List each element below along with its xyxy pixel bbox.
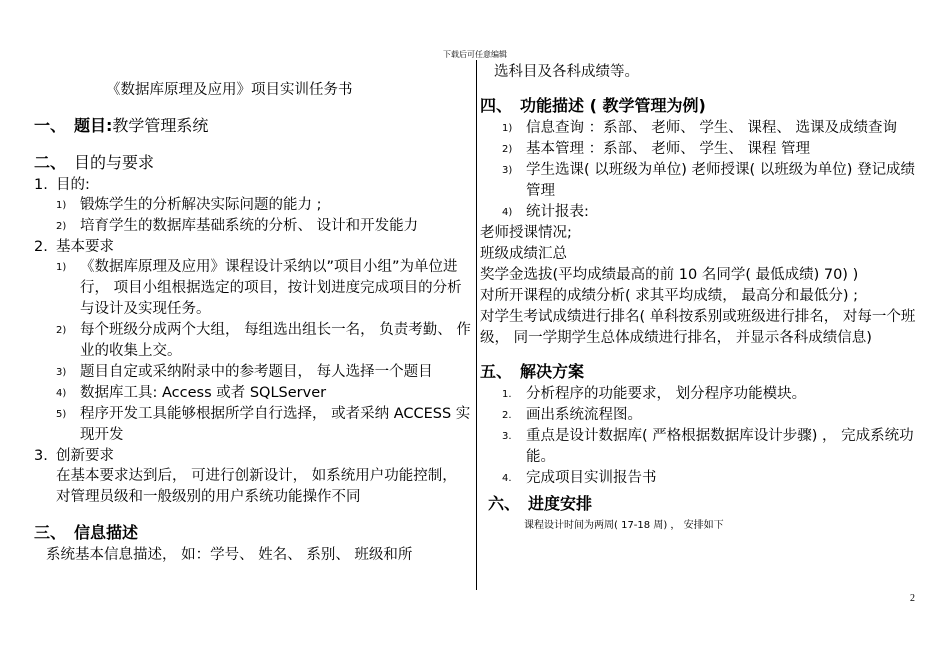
subsection-purpose	[34, 175, 472, 195]
section-4-heading	[480, 93, 920, 116]
section-label: 功能描述 ( 教学管理为例)	[520, 96, 706, 115]
page-header: 下载后可任意编辑	[443, 50, 507, 59]
report-line: 对所开课程的成绩分析( 求其平均成绩， 最高分和最低分) ;	[480, 288, 859, 304]
section-label: 进度安排	[528, 494, 593, 513]
list-item: 2. 画出系统流程图。	[502, 407, 642, 423]
requirements-list	[34, 257, 472, 446]
report-line: 班级成绩汇总	[480, 246, 567, 262]
list-item: 1) 《数据库原理及应用》课程设计采纳以”项目小组”为单位进行， 项目小组根据选定的项目，按计划进度完成项目的分析与设计及实现任务。	[56, 259, 462, 317]
list-item: 3) 题目自定或采纳附录中的参考题目， 每人选择一个题目	[56, 364, 433, 380]
project-title: 教学管理系统	[112, 116, 209, 135]
subsection-label: 目的:	[56, 177, 90, 193]
column-divider	[476, 60, 477, 590]
subsection-number: 3.	[34, 448, 48, 464]
section-number: 三、	[34, 523, 67, 542]
list-item: 2) 每个班级分成两个大组， 每组选出组长一名， 负责考勤、 作业的收集上交。	[56, 322, 471, 359]
section-label: 题目:	[74, 116, 113, 135]
solution-list	[480, 384, 920, 489]
page-number: 2	[910, 593, 915, 604]
section-number: 五、	[480, 362, 513, 381]
subsection-number: 1.	[34, 177, 48, 193]
purpose-list	[34, 195, 472, 237]
schedule-text: 课程设计时间为两周( 17-18 周) ， 安排如下	[524, 520, 724, 531]
right-column	[480, 58, 920, 590]
list-item: 2) 培育学生的数据库基础系统的分析、 设计和开发能力	[56, 218, 419, 234]
section-label: 解决方案	[520, 362, 585, 381]
function-list	[480, 118, 920, 223]
info-description-text: 系统基本信息描述， 如：学号、 姓名、 系别、 班级和所	[46, 547, 413, 563]
list-item: 1) 信息查询 ：系部、 老师、 学生、 课程、 选课及成绩查询	[502, 120, 898, 136]
section-1-heading	[34, 113, 472, 136]
list-item: 4) 数据库工具: Access 或者 SQLServer	[56, 385, 327, 401]
report-line: 老师授课情况;	[480, 225, 572, 241]
subsection-label: 创新要求	[56, 448, 114, 464]
list-item: 4) 统计报表:	[502, 204, 589, 220]
info-description-continued: 选科目及各科成绩等。	[494, 64, 639, 80]
document-title: 《数据库原理及应用》项目实训任务书	[106, 82, 353, 98]
subsection-innovation	[34, 446, 472, 466]
left-column	[34, 58, 472, 590]
section-3-heading	[34, 520, 472, 543]
section-number: 二、	[34, 153, 67, 172]
list-item: 1) 锻炼学生的分析解决实际问题的能力 ;	[56, 197, 322, 213]
subsection-basic-requirements	[34, 237, 472, 257]
section-number: 四、	[480, 96, 513, 115]
list-item: 1. 分析程序的功能要求， 划分程序功能模块。	[502, 386, 807, 402]
report-line: 对学生考试成绩进行排名( 单科按系别或班级进行排名， 对每一个班级， 同一学期学生总体成绩进行排名， 并显示各科成绩信息)	[480, 309, 916, 346]
list-item: 3. 重点是设计数据库( 严格根据数据库设计步骤) ， 完成系统功能。	[502, 428, 914, 465]
list-item: 4. 完成项目实训报告书	[502, 470, 657, 486]
list-item: 3) 学生选课( 以班级为单位) 老师授课( 以班级为单位) 登记成绩 管理	[502, 162, 916, 199]
section-label: 信息描述	[74, 523, 139, 542]
subsection-label: 基本要求	[56, 239, 114, 255]
section-number: 一、	[34, 116, 67, 135]
section-6-heading	[480, 491, 920, 514]
report-line: 奖学金选拔(平均成绩最高的前 10 名同学( 最低成绩) 70) )	[480, 267, 859, 283]
section-5-heading	[480, 359, 920, 382]
section-number: 六、	[488, 494, 521, 513]
list-item: 2) 基本管理 ：系部、 老师、 学生、 课程 管理	[502, 141, 811, 157]
list-item: 5) 程序开发工具能够根据所学自行选择， 或者采纳 ACCESS 实现开发	[56, 406, 471, 443]
innovation-text: 在基本要求达到后， 可进行创新设计， 如系统用户功能控制， 对管理员级和一般级别的用户系统功能操作不同	[56, 468, 457, 505]
section-2-heading	[34, 150, 472, 173]
subsection-number: 2.	[34, 239, 48, 255]
section-label: 目的与要求	[74, 153, 155, 172]
